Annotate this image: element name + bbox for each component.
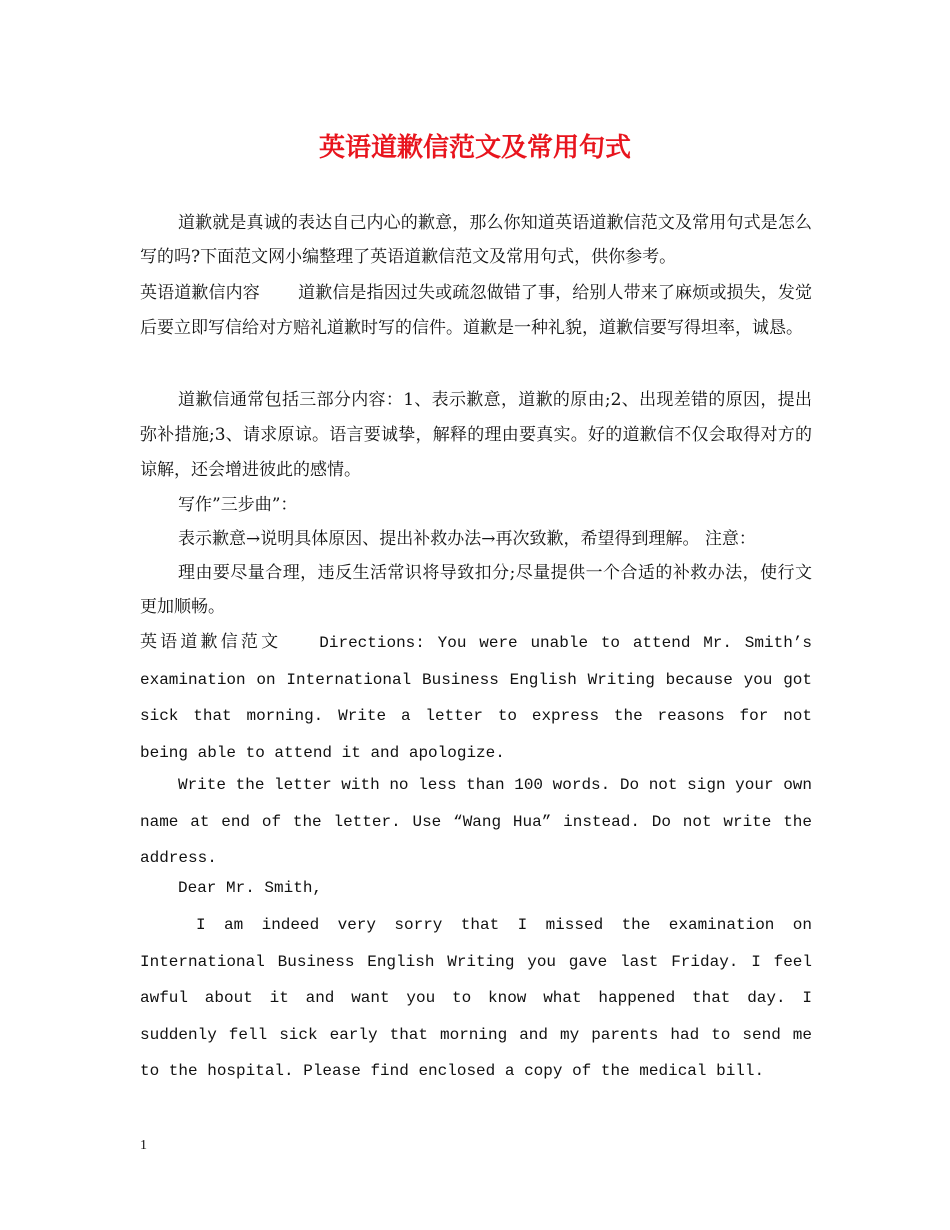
instructions-paragraph: Write the letter with no less than 100 words. Do not sign your own name at end of the letter. Use “Wang Hua” instead. Do not write the address. [140, 776, 812, 867]
directions-paragraph [140, 624, 812, 771]
salutation: Dear Mr. Smith, [178, 879, 323, 897]
content-heading: 英语道歉信内容 [140, 283, 260, 303]
page-number: 1 [140, 1138, 147, 1153]
sample-heading: 英语道歉信范文 [140, 632, 282, 652]
document-title: 英语道歉信范文及常用句式 [318, 133, 631, 163]
letter-body: I am indeed very sorry that I missed the examination on International Business English Writing you gave last Friday. I feel awful about it and want you to know what happened that day. I suddenly fell sick early that morning and my parents had to send me to the hospital. Please find enclosed a copy of the medical bill. [140, 916, 812, 1080]
steps-heading: 写作”三步曲”： [178, 495, 298, 515]
note-paragraph: 理由要尽量合理，违反生活常识将导致扣分;尽量提供一个合适的补救办法，使行文更加顺畅。 [140, 563, 812, 617]
steps-line: 表示歉意→说明具体原因、提出补救办法→再次致歉，希望得到理解。 注意： [178, 529, 756, 549]
parts-paragraph: 道歉信通常包括三部分内容：1、表示歉意，道歉的原由;2、出现差错的原因，提出弥补措施;3、请求原谅。语言要诚挚，解释的理由要真实。好的道歉信不仅会取得对方的谅解，还会增进彼此的感情。 [140, 390, 812, 480]
content-text: 道歉信是指因过失或疏忽做错了事，给别人带来了麻烦或损失，发觉后要立即写信给对方赔礼道歉时写的信件。道歉是一种礼貌，道歉信要写得坦率，诚恳。 [140, 283, 813, 338]
intro-paragraph: 道歉就是真诚的表达自己内心的歉意，那么你知道英语道歉信范文及常用句式是怎么写的吗?下面范文网小编整理了英语道歉信范文及常用句式，供你参考。 [140, 213, 812, 267]
directions-text: Directions: You were unable to attend Mr. Smith’s examination on International Business English Writing because you got sick that morning. Write a letter to express the reasons for not being able to attend it and apologize. [140, 634, 812, 762]
content-paragraph [140, 276, 812, 346]
